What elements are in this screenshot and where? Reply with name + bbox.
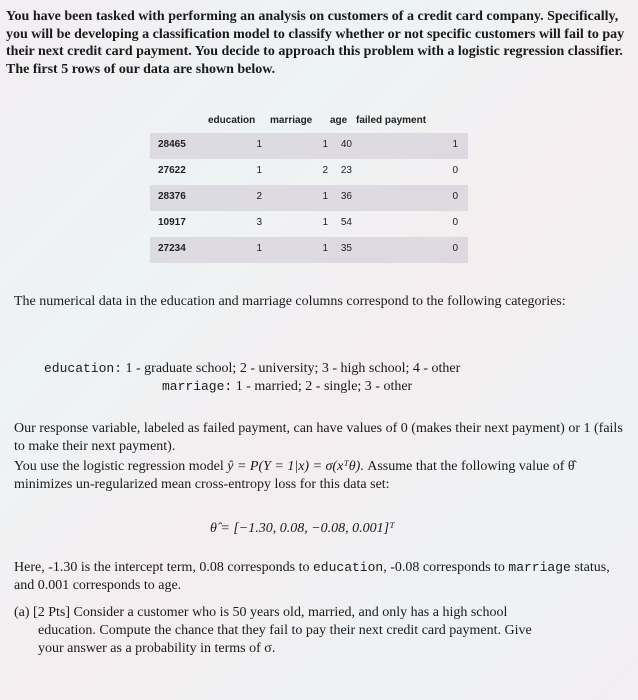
cell-age: 35 <box>340 243 352 254</box>
header-failed-payment: failed payment <box>356 115 427 126</box>
intro-paragraph: You have been tasked with performing an analysis on customers of a credit card company. Specifically, you will be developing a classification model to classify whether or not specific customers will fail to pay their next credit card payment. You decide to approach this problem with a logistic regression classifier. The first 5 rows of our data are shown below. <box>6 9 625 77</box>
cell-age: 36 <box>340 191 352 202</box>
cell-education: 1 <box>256 139 262 150</box>
cell-marriage: 1 <box>322 191 328 202</box>
cell-marriage: 1 <box>322 217 328 228</box>
marriage-text: 1 - married; 2 - single; 3 - other <box>232 379 413 394</box>
cell-marriage: 1 <box>322 243 328 254</box>
cell-failed: 1 <box>452 139 458 150</box>
row-index: 28465 <box>158 139 186 150</box>
cell-failed: 0 <box>452 217 458 228</box>
explanation-part3: status, and 0.001 corresponds to age. <box>14 560 610 593</box>
table-row <box>150 159 468 185</box>
cell-marriage: 2 <box>322 165 328 176</box>
theta-equation <box>210 520 510 538</box>
header-age: age <box>330 115 348 126</box>
cell-marriage: 1 <box>322 139 328 150</box>
education-code: education <box>312 560 384 575</box>
model-prefix: You use the logistic regression model <box>14 459 228 474</box>
model-formula: ŷ = P(Y = 1|x) = σ(xᵀθ) <box>227 459 361 474</box>
cell-failed: 0 <box>452 191 458 202</box>
question-line1: (a) [2 Pts] Consider a customer who is 50 years old, married, and only has a high school <box>14 605 508 620</box>
cell-age: 23 <box>340 165 352 176</box>
education-categories <box>44 360 604 378</box>
coefficient-explanation <box>14 559 626 595</box>
question-line3: your answer as a probability in terms of σ. <box>38 641 276 656</box>
explanation-part1: Here, -1.30 is the intercept term, 0.08 corresponds to <box>14 560 313 575</box>
cell-failed: 0 <box>452 243 458 254</box>
marriage-code: marriage <box>508 560 571 575</box>
question-line2: education. Compute the chance that they fail to pay their next credit card payment. Give <box>38 623 532 638</box>
explanation-part2: , -0.08 corresponds to <box>383 560 509 575</box>
header-education: education <box>208 115 256 126</box>
cell-education: 1 <box>256 165 262 176</box>
cell-education: 2 <box>256 191 262 202</box>
marriage-categories <box>44 378 604 396</box>
numerical-note: The numerical data in the education and marriage columns correspond to the following categories: <box>14 294 566 309</box>
cell-education: 3 <box>256 217 262 228</box>
model-suffix: . Assume that the following value of θ̂ minimizes un-regularized mean cross-entropy loss for this data set: <box>14 459 575 492</box>
table-row <box>150 133 468 159</box>
row-index: 27622 <box>158 165 186 176</box>
marriage-label: marriage: <box>162 379 233 394</box>
cell-age: 40 <box>340 139 352 150</box>
row-index: 10917 <box>158 217 186 228</box>
response-note: Our response variable, labeled as failed payment, can have values of 0 (makes their next payment) or 1 (fails to make their next payment). <box>14 421 623 454</box>
table-row <box>150 237 468 263</box>
education-label: education: <box>44 361 123 376</box>
question-a <box>14 604 626 658</box>
cell-age: 54 <box>340 217 352 228</box>
table-header-row <box>150 115 468 133</box>
cell-education: 1 <box>256 243 262 254</box>
category-definitions <box>44 360 604 396</box>
row-index: 27234 <box>158 243 186 254</box>
header-marriage: marriage <box>270 115 313 126</box>
table-row <box>150 185 468 211</box>
cell-failed: 0 <box>452 165 458 176</box>
theta-value: θ̂ = [−1.30, 0.08, −0.08, 0.001]ᵀ <box>210 521 395 536</box>
data-table <box>150 115 468 263</box>
table-row <box>150 211 468 237</box>
education-text: 1 - graduate school; 2 - university; 3 - high school; 4 - other <box>122 361 461 376</box>
row-index: 28376 <box>158 191 186 202</box>
model-note <box>14 458 626 494</box>
